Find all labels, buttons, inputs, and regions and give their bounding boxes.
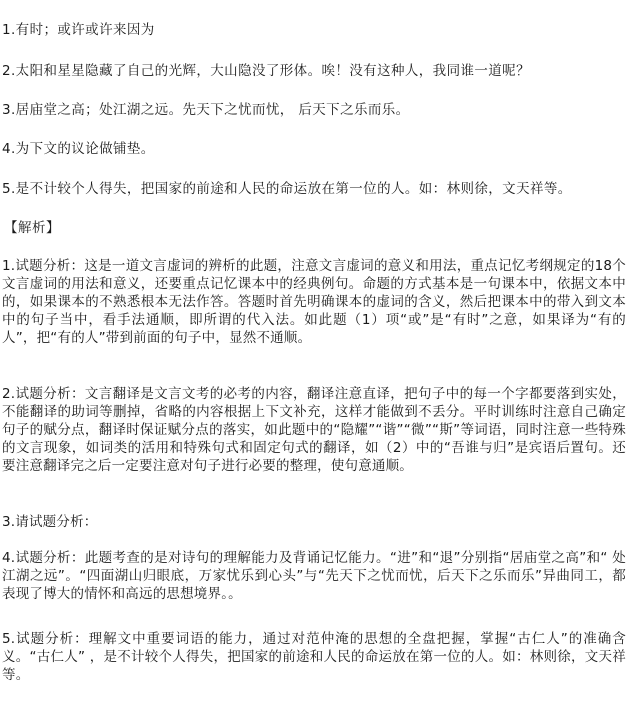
answer-5: 5.是不计较个人得失，把国家的前途和人民的命运放在第一位的人。如：林则徐，文天祥等。 bbox=[2, 181, 572, 197]
answer-4: 4.为下文的议论做铺垫。 bbox=[2, 141, 155, 157]
analysis-heading: 【解析】 bbox=[4, 220, 60, 236]
analysis-1: 1.试题分析：这是一道文言虚词的辨析的此题，注意文言虚词的意义和用法，重点记忆考纲规定的18个文言虚词的用法和意义，还要重点记忆课本中的经典例句。命题的方式基本是一句课本中，依据文本中的，如果课本的不熟悉根本无法作答。答题时首先明确课本的虚词的含义，然后把课本中的带入到文本中的句子当中，看手法通顺，即所谓的代入法。如此题（1）项“或”是“有时”之意，如果译为“有的人”，把“有的人”带到前面的句子中，显然不通顺。 bbox=[2, 258, 626, 346]
answer-2: 2.太阳和星星隐藏了自己的光辉，大山隐没了形体。唉！没有这种人，我同谁一道呢？ bbox=[2, 63, 530, 79]
analysis-4: 4.试题分析：此题考查的是对诗句的理解能力及背诵记忆能力。“进”和“退”分别指“居庙堂之高”和“ 处江湖之远”。“四面湖山归眼底，万家忧乐到心头”与“先天下之忧而忧，后天下之乐而乐”异曲同工，都表现了博大的情怀和高远的思想境界。。 bbox=[2, 550, 626, 602]
analysis-3: 3.请试题分析： bbox=[2, 514, 98, 530]
answer-1: 1.有时；或许或许来因为 bbox=[2, 22, 155, 38]
analysis-2: 2.试题分析：文言翻译是文言文考的必考的内容，翻译注意直译，把句子中的每一个字都要落到实处，不能翻译的助词等删掉，省略的内容根据上下文补充，这样才能做到不丢分。平时训练时注意自己确定句子的赋分点，翻译时保证赋分点的落实，如此题中的“隐耀”“谐”“微”“斯”等词语，同时注意一些特殊的文言现象，如词类的活用和特殊句式和固定句式的翻译，如（2）中的“吾谁与归”是宾语后置句。还要注意翻译完之后一定要注意对句子进行必要的整理，使句意通顺。 bbox=[2, 386, 626, 474]
analysis-5: 5.试题分析：理解文中重要词语的能力，通过对范仲淹的思想的全盘把握，掌握“古仁人”的准确含义。“古仁人” ，是不计较个人得失，把国家的前途和人民的命运放在第一位的人。如：林则徐，文天祥等。 bbox=[2, 631, 626, 683]
answer-3: 3.居庙堂之高；处江湖之远。先天下之忧而忧， 后天下之乐而乐。 bbox=[2, 102, 410, 118]
